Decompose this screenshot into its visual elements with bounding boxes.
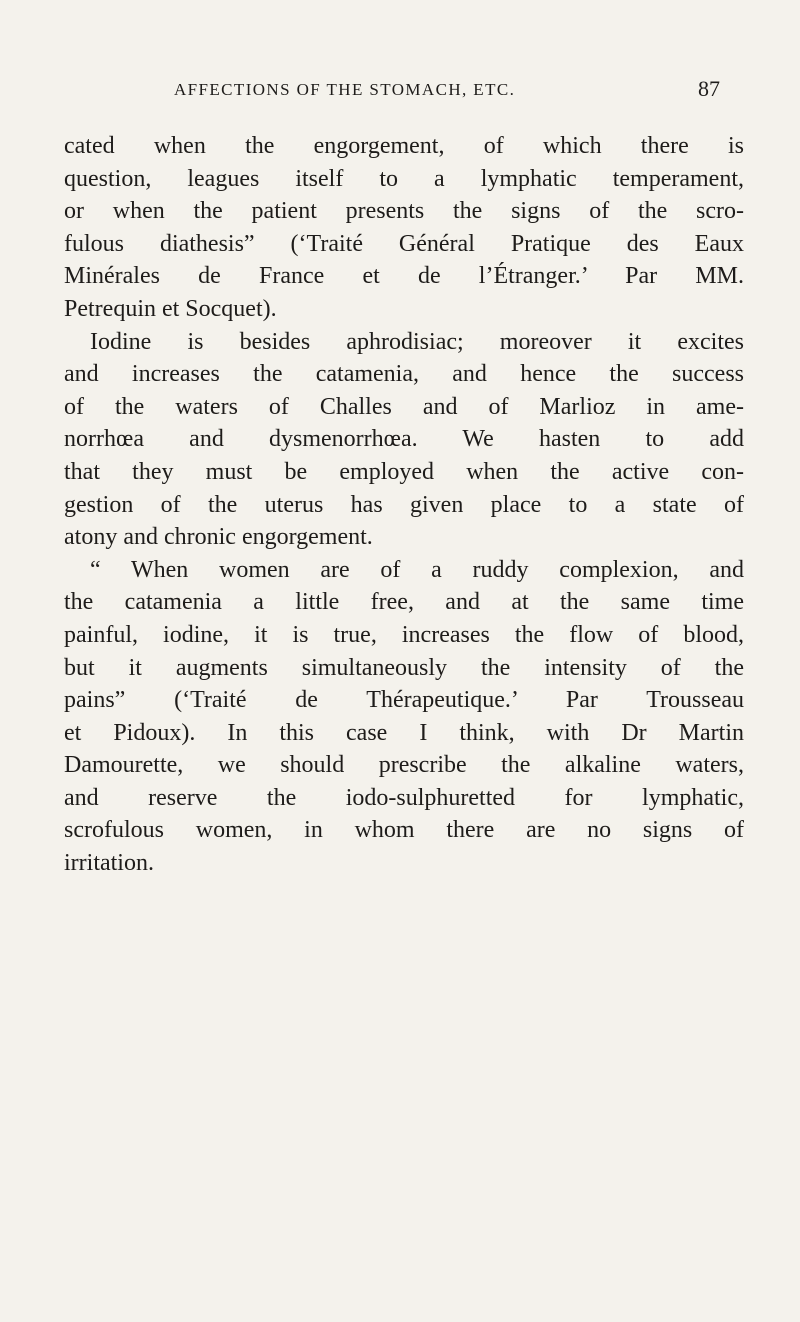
text-line: but it augments simultaneously the intensity of the bbox=[64, 654, 744, 681]
text-line: and reserve the iodo-sulphuretted for lymphatic, bbox=[64, 784, 744, 811]
text-line: fulous diathesis” (‘Traité Général Pratique des Eaux bbox=[64, 230, 744, 257]
text-line: question, leagues itself to a lymphatic temperament, bbox=[64, 165, 744, 192]
text-line: or when the patient presents the signs of the scro- bbox=[64, 198, 744, 225]
running-head: AFFECTIONS OF THE STOMACH, ETC. bbox=[174, 80, 516, 99]
text-line: Damourette, we should prescribe the alkaline waters, bbox=[64, 752, 744, 779]
text-line: Petrequin et Socquet). bbox=[64, 295, 277, 322]
text-line: Minérales de France et de l’Étranger.’ Par MM. bbox=[64, 263, 744, 290]
text-line: cated when the engorgement, of which there is bbox=[64, 133, 744, 159]
text-line: “ When women are of a ruddy complexion, and bbox=[90, 556, 744, 583]
text-line: the catamenia a little free, and at the same time bbox=[64, 589, 744, 616]
text-line: scrofulous women, in whom there are no signs of bbox=[64, 817, 744, 844]
text-line: of the waters of Challes and of Marlioz in ame- bbox=[64, 393, 744, 420]
body-text bbox=[64, 130, 744, 880]
text-line: Iodine is besides aphrodisiac; moreover it excites bbox=[90, 328, 744, 355]
text-line: et Pidoux). In this case I think, with Dr Martin bbox=[64, 719, 744, 746]
text-line: and increases the catamenia, and hence the success bbox=[64, 361, 744, 388]
text-line: gestion of the uterus has given place to a state of bbox=[64, 491, 744, 518]
text-line: pains” (‘Traité de Thérapeutique.’ Par Trousseau bbox=[64, 687, 744, 714]
page-number: 87 bbox=[698, 76, 720, 101]
text-line: norrhœa and dysmenorrhœa. We hasten to add bbox=[64, 426, 744, 453]
text-line: irritation. bbox=[64, 850, 154, 877]
text-line: atony and chronic engorgement. bbox=[64, 524, 373, 551]
text-line: painful, iodine, it is true, increases the flow of blood, bbox=[64, 621, 744, 648]
text-line: that they must be employed when the active con- bbox=[64, 458, 744, 485]
